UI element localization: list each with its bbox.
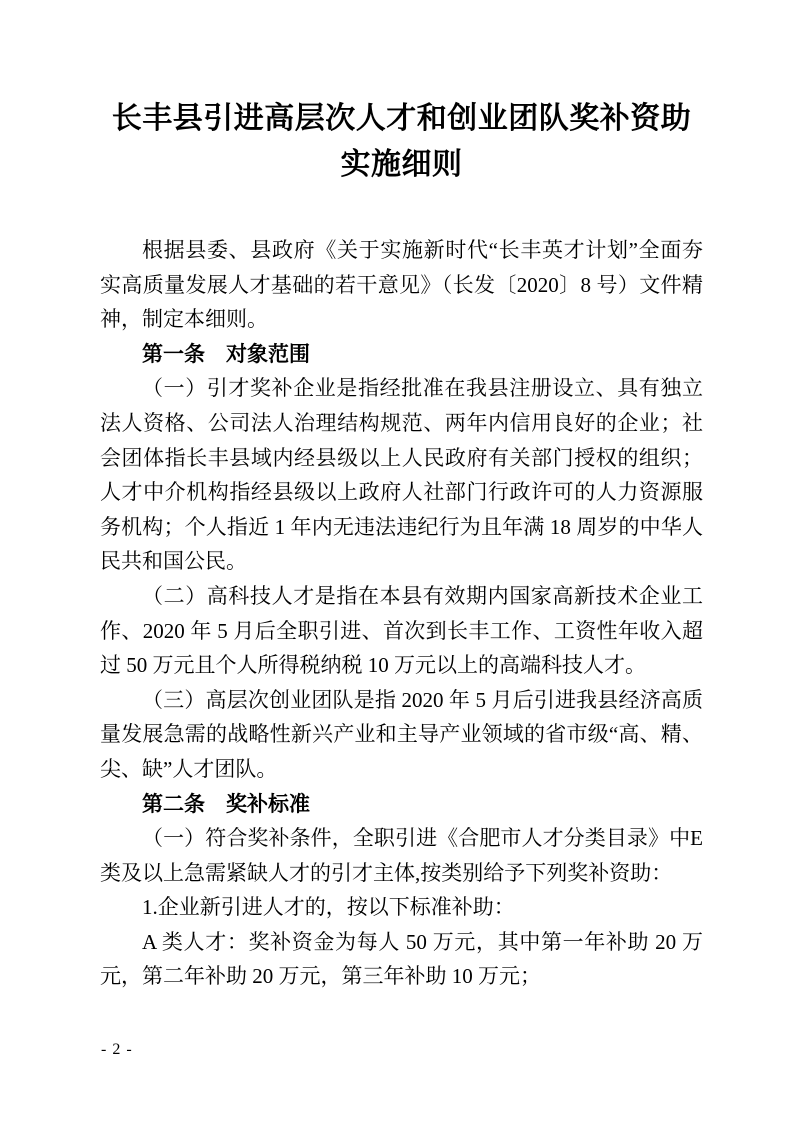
paragraph-article1-item3: （三）高层次创业团队是指 2020 年 5 月后引进我县经济高质量发展急需的战略性新兴产业和主导产业领域的省市级“高、精、尖、缺”人才团队。 [100, 687, 703, 781]
paragraph-intro: 根据县委、县政府《关于实施新时代“长丰英才计划”全面夯实高质量发展人才基础的若干意见》（长发〔2020〕8 号）文件精神，制定本细则。 [100, 238, 703, 332]
paragraph-article2-class-a: A 类人才：奖补资金为每人 50 万元，其中第一年补助 20 万元，第二年补助 20 万元，第三年补助 10 万元； [100, 929, 703, 989]
document-content [100, 0, 703, 994]
paragraph-article1-item1: （一）引才奖补企业是指经批准在我县注册设立、具有独立法人资格、公司法人治理结构规范、两年内信用良好的企业；社会团体指长丰县域内经县级以上人民政府有关部门授权的组织；人才中介机构指经县级以上政府人社部门行政许可的人力资源服务机构；个人指近 1 年内无违法违纪行为且年满 18 周岁的中华人民共和国公民。 [100, 376, 703, 574]
page-title-line-1: 长丰县引进高层次人才和创业团队奖补资助 [111, 102, 692, 135]
page-title [100, 96, 703, 188]
page-title-line-2: 实施细则 [340, 148, 463, 181]
page-number: - 2 - [101, 1041, 133, 1058]
paragraph-article1-item2: （二）高科技人才是指在本县有效期内国家高新技术企业工作、2020 年 5 月后全职引进、首次到长丰工作、工资性年收入超过 50 万元且个人所得税纳税 10 万元以上的高端科技人才。 [100, 583, 703, 678]
section-heading-article-1: 第一条 对象范围 [142, 341, 310, 366]
section-heading-article-2: 第二条 奖补标准 [142, 791, 310, 816]
paragraph-article2-item1: （一）符合奖补条件，全职引进《合肥市人才分类目录》中E类及以上急需紧缺人才的引才主体,按类别给予下列奖补资助： [100, 826, 703, 885]
paragraph-article2-sub1: 1.企业新引进人才的，按以下标准补助： [142, 895, 515, 920]
document-body [100, 233, 703, 994]
